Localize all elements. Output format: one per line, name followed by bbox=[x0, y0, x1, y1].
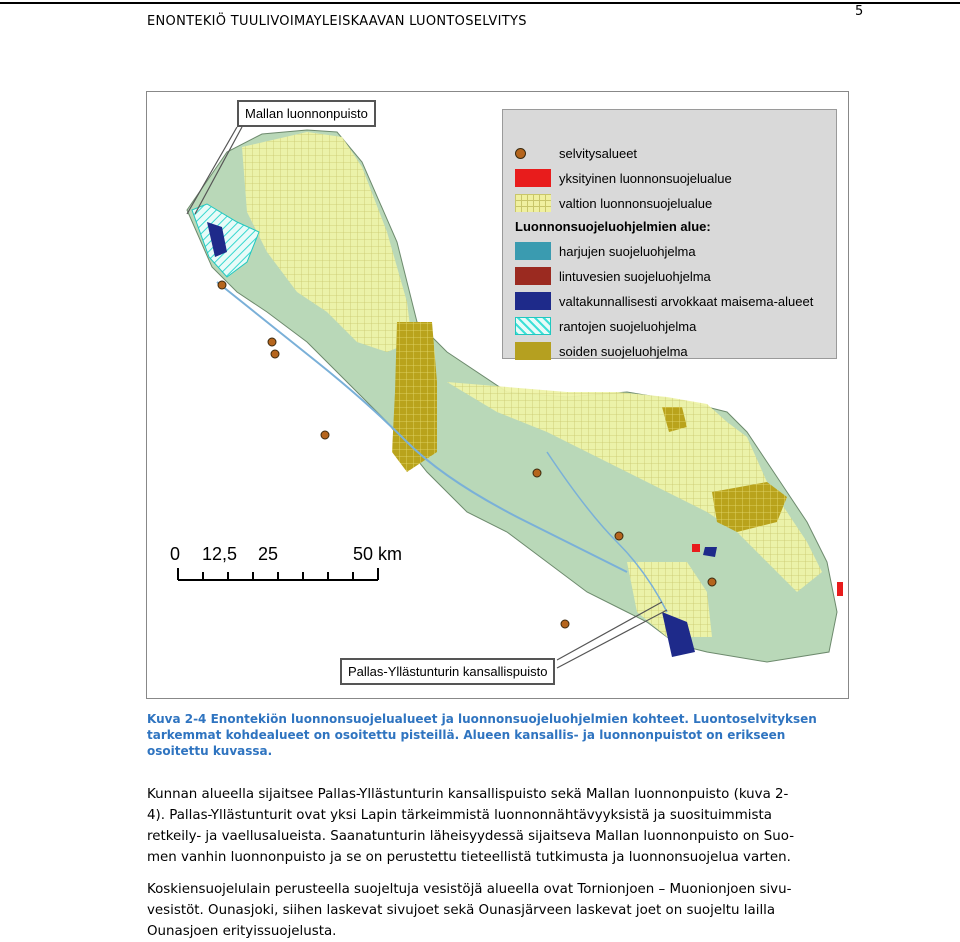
legend-item-bog-program bbox=[515, 342, 688, 360]
legend-heading: Luonnonsuojeluohjelmien alue: bbox=[515, 219, 711, 234]
legend-label: lintuvesien suojeluohjelma bbox=[559, 268, 711, 284]
legend-item-private-protected bbox=[515, 169, 732, 187]
paragraph-line: Ounasjoen erityissuojelusta. bbox=[147, 924, 337, 939]
cyan-hatch-icon bbox=[515, 317, 551, 335]
private-protected-area bbox=[692, 544, 700, 552]
body-paragraph-2 bbox=[147, 879, 855, 942]
callout-malla-nature-reserve: Mallan luonnonpuisto bbox=[237, 100, 376, 127]
callout-pallas-national-park: Pallas-Yllästunturin kansallispuisto bbox=[340, 658, 555, 685]
legend-label: valtion luonnonsuojelualue bbox=[559, 195, 713, 211]
legend-item-survey-areas bbox=[515, 144, 637, 162]
legend-label: valtakunnallisesti arvokkaat maisema-alueet bbox=[559, 293, 814, 309]
paragraph-line: vesistöt. Ounasjoki, siihen laskevat sivujoet sekä Ounasjärveen laskevat joet on suojeltu lailla bbox=[147, 903, 776, 918]
legend-label: selvitysalueet bbox=[559, 145, 638, 161]
legend-label: harjujen suojeluohjelma bbox=[559, 243, 696, 259]
scale-bar bbox=[178, 568, 378, 580]
paragraph-line: Kunnan alueella sijaitsee Pallas-Yllästunturin kansallispuisto sekä Mallan luonnonpuisto (kuva 2- bbox=[147, 787, 789, 802]
legend-item-ridge-program bbox=[515, 242, 696, 260]
red-box-icon bbox=[515, 169, 551, 187]
legend-item-landscape-areas bbox=[515, 292, 813, 310]
yellow-grid-icon bbox=[515, 194, 551, 212]
header-rule bbox=[0, 2, 960, 4]
page-number: 5 bbox=[855, 4, 864, 19]
document-header-title: ENONTEKIÖ TUULIVOIMAYLEISKAAVAN LUONTOSELVITYS bbox=[147, 14, 527, 29]
map-legend bbox=[502, 109, 837, 359]
legend-label: yksityinen luonnonsuojelualue bbox=[559, 170, 732, 186]
olive-box-icon bbox=[515, 342, 551, 360]
legend-label: rantojen suojeluohjelma bbox=[559, 318, 697, 334]
legend-item-bird-waters-program bbox=[515, 267, 711, 285]
legend-item-shore-program bbox=[515, 317, 696, 335]
paragraph-line: Koskiensuojelulain perusteella suojeltuja vesistöjä alueella ovat Tornionjoen – Muonionjoen sivu- bbox=[147, 882, 792, 897]
private-protected-area-2 bbox=[837, 582, 843, 596]
scale-tick-50: 50 km bbox=[353, 544, 403, 564]
dot-icon bbox=[515, 144, 551, 162]
teal-box-icon bbox=[515, 242, 551, 260]
figure-caption: Kuva 2-4 Enontekiön luonnonsuojelualueet ja luonnonsuojeluohjelmien kohteet. Luontoselvityksen tarkemmat kohdealueet on osoitettu pisteillä. Alueen kansallis- ja luonnonpuistot on erikseen osoitettu kuvassa. bbox=[147, 712, 817, 758]
paragraph-line: retkeily- ja vaellusalueista. Saanatunturin läheisyydessä sijaitseva Mallan luonnonpuisto on Suo- bbox=[147, 829, 795, 844]
scale-tick-0: 0 bbox=[170, 544, 181, 564]
paragraph-line: 4). Pallas-Yllästunturit ovat yksi Lapin tärkeimmistä luonnonnähtävyyksistä ja suosituimmista bbox=[147, 808, 772, 823]
legend-label: soiden suojeluohjelma bbox=[559, 343, 688, 359]
map-figure bbox=[146, 91, 849, 699]
darkred-box-icon bbox=[515, 267, 551, 285]
scale-tick-25: 25 bbox=[258, 544, 279, 564]
legend-item-state-protected bbox=[515, 194, 712, 212]
paragraph-line: men vanhin luonnonpuisto ja se on perustettu tieteellistä tutkimusta ja luonnonsuojelua varten. bbox=[147, 850, 791, 865]
body-paragraph-1 bbox=[147, 784, 855, 868]
scale-tick-12-5: 12,5 bbox=[202, 544, 238, 564]
navy-box-icon bbox=[515, 292, 551, 310]
